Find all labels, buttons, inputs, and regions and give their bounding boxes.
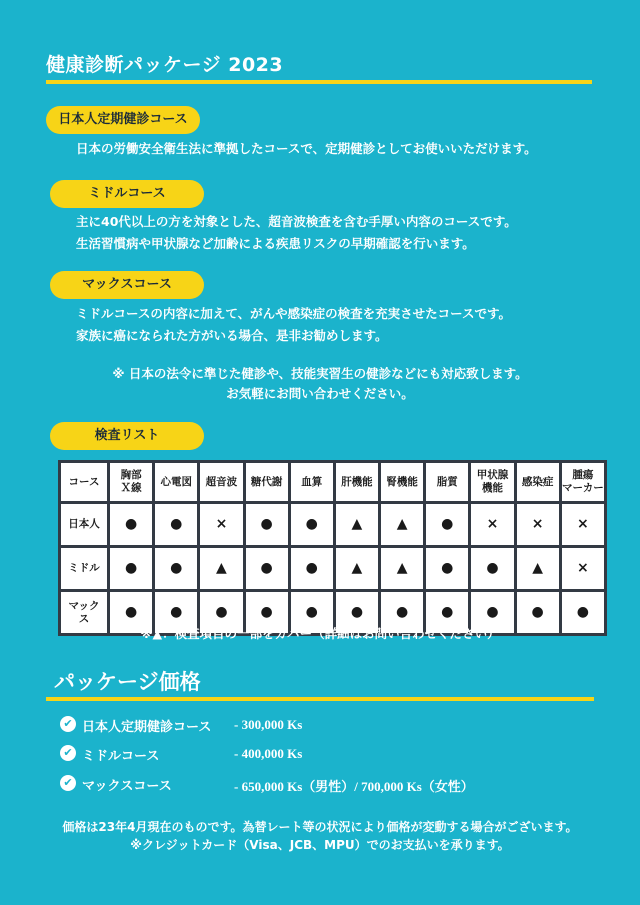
table-cell: ● xyxy=(155,504,197,545)
table-cell: ● xyxy=(471,548,513,589)
course-label-japanese: 日本人定期健診コース xyxy=(46,106,200,134)
course-desc-japanese: 日本の労働安全衛生法に準拠したコースで、定期健診としてお使いいただけます。 xyxy=(76,141,537,156)
table-cell: ▲ xyxy=(200,548,242,589)
check-circle-icon: ✔ xyxy=(60,745,76,761)
table-cell: ● xyxy=(291,548,333,589)
header-cell: 血算 xyxy=(291,463,333,501)
price-label: マックスコース xyxy=(82,779,172,794)
table-cell: ▲ xyxy=(381,548,423,589)
table-cell: ● xyxy=(381,592,423,633)
price-title: パッケージ価格 xyxy=(54,670,201,694)
page-title: 健康診断パッケージ 2023 xyxy=(46,54,284,76)
table-cell: ● xyxy=(336,592,378,633)
header-cell: 胸部 Ｘ線 xyxy=(110,463,152,501)
table-cell: ▲ xyxy=(517,548,559,589)
row-label: 日本人 xyxy=(61,504,107,545)
table-row xyxy=(61,504,604,545)
price-label: ミドルコース xyxy=(82,749,160,764)
footer-payment-note: ※クレジットカード（Visa、JCB、MPU）でのお支払いを承ります。 xyxy=(130,838,510,852)
table-cell: ● xyxy=(562,592,604,633)
header-cell: 心電図 xyxy=(155,463,197,501)
table-cell: ● xyxy=(291,592,333,633)
table-cell: × xyxy=(471,504,513,545)
table-cell: ● xyxy=(246,548,288,589)
price-item-middle xyxy=(60,743,580,765)
table-cell: × xyxy=(200,504,242,545)
check-circle-icon: ✔ xyxy=(60,775,76,791)
footer-price-note: 価格は23年4月現在のものです。為替レート等の状況により価格が変動する場合がございます。 xyxy=(62,820,578,834)
price-value: - 400,000 Ks xyxy=(234,746,303,761)
title-underline xyxy=(46,80,592,84)
header-cell: コース xyxy=(61,463,107,501)
table-cell: ● xyxy=(426,592,468,633)
table-cell: ● xyxy=(426,504,468,545)
exam-table xyxy=(58,460,607,636)
table-cell: ● xyxy=(291,504,333,545)
header-cell: 感染症 xyxy=(517,463,559,501)
table-cell: ● xyxy=(110,548,152,589)
row-label: ミドル xyxy=(61,548,107,589)
price-underline xyxy=(46,697,594,701)
header-cell: 甲状腺 機能 xyxy=(471,463,513,501)
header-cell: 脂質 xyxy=(426,463,468,501)
course-desc-middle: 主に40代以上の方を対象とした、超音波検査を含む手厚い内容のコースです。 生活習慣病や甲状腺など加齢による疾患リスクの早期確認を行います。 xyxy=(76,214,517,251)
course-label-max: マックスコース xyxy=(50,271,204,299)
price-value: - 300,000 Ks xyxy=(234,717,303,732)
header-cell: 腎機能 xyxy=(381,463,423,501)
legal-notice: ※ 日本の法令に準じた健診や、技能実習生の健診などにも対応致します。 お気軽にお問い合わせください。 xyxy=(112,366,528,401)
price-item-max xyxy=(60,773,580,795)
row-label: マック ス xyxy=(61,592,107,633)
table-cell: ● xyxy=(471,592,513,633)
table-cell: ● xyxy=(246,592,288,633)
table-cell: × xyxy=(517,504,559,545)
exam-footnote: ※▲：検査項目の一部をカバー（詳細はお問い合わせください） xyxy=(140,626,500,641)
table-cell: ● xyxy=(155,548,197,589)
header-cell: 肝機能 xyxy=(336,463,378,501)
table-cell: ● xyxy=(426,548,468,589)
table-cell: × xyxy=(562,548,604,589)
table-cell: ▲ xyxy=(336,548,378,589)
exam-table-header xyxy=(61,463,604,501)
price-label: 日本人定期健診コース xyxy=(82,720,212,735)
header-cell: 腫瘍 マーカー xyxy=(562,463,604,501)
course-desc-max: ミドルコースの内容に加えて、がんや感染症の検査を充実させたコースです。 家族に癌になられた方がいる場合、是非お勧めします。 xyxy=(76,306,512,343)
check-circle-icon: ✔ xyxy=(60,716,76,732)
table-cell: ● xyxy=(246,504,288,545)
table-cell: ▲ xyxy=(336,504,378,545)
table-cell: ● xyxy=(110,504,152,545)
header-cell: 糖代謝 xyxy=(246,463,288,501)
table-cell: × xyxy=(562,504,604,545)
table-cell: ● xyxy=(200,592,242,633)
price-item-japanese xyxy=(60,714,580,736)
table-row xyxy=(61,548,604,589)
header-cell: 超音波 xyxy=(200,463,242,501)
table-cell: ▲ xyxy=(381,504,423,545)
table-cell: ● xyxy=(110,592,152,633)
course-label-middle: ミドルコース xyxy=(50,180,204,208)
table-cell: ● xyxy=(517,592,559,633)
table-cell: ● xyxy=(155,592,197,633)
exam-list-label: 検査リスト xyxy=(50,422,204,450)
price-value: - 650,000 Ks（男性）/ 700,000 Ks（女性） xyxy=(234,779,474,794)
